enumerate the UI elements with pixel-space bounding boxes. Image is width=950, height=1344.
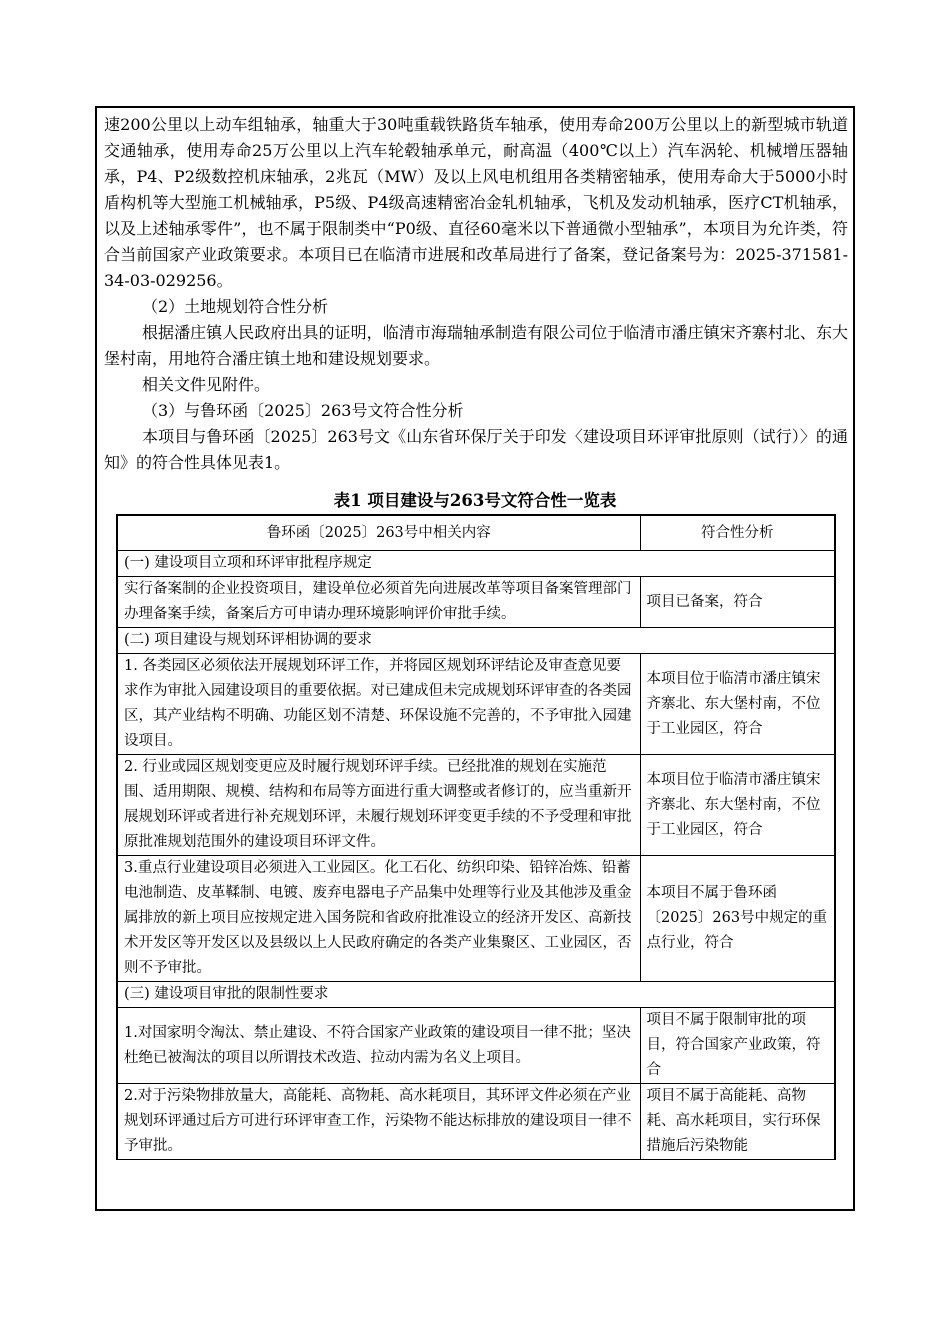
row-content: 2. 行业或园区规划变更应及时履行规划环评手续。已经批准的规划在实施范围、适用期限、规模、结构和布局等方面进行重大调整或者修订的，应当重新开展规划环评或者进行补充规划环评，未履行规划环评变更手续的不予受理和审批原批准规划范围外的建设项目环评文件。 [117,755,640,856]
row-analysis: 项目不属于限制审批的项目，符合国家产业政策，符合 [640,1008,835,1084]
table-row [117,577,835,628]
heading-263-analysis: （3）与鲁环函〔2025〕263号文符合性分析 [142,401,464,420]
table-row [117,755,835,856]
section-row [117,628,835,654]
table-row [117,1008,835,1084]
row-content: 2.对于污染物排放量大，高能耗、高物耗、高水耗项目，其环评文件必须在产业规划环评通过后方可进行环评审查工作，污染物不能达标排放的建设项目一律不予审批。 [117,1084,640,1160]
table-row [117,1084,835,1160]
row-analysis: 项目已备案，符合 [640,577,835,628]
header-content: 鲁环函〔2025〕263号中相关内容 [117,515,640,551]
section-heading: (一) 建设项目立项和环评审批程序规定 [117,551,835,577]
section-row [117,551,835,577]
row-analysis: 本项目位于临清市潘庄镇宋齐寨北、东大堡村南，不位于工业园区，符合 [640,755,835,856]
heading-land-planning: （2）土地规划符合性分析 [142,297,329,316]
row-content: 1.对国家明令淘汰、禁止建设、不符合国家产业政策的建设项目一律不批；坚决杜绝已被淘汰的项目以所谓技术改造、拉动内需为名义上项目。 [117,1008,640,1084]
row-analysis: 本项目不属于鲁环函〔2025〕263号中规定的重点行业，符合 [640,856,835,982]
row-content: 实行备案制的企业投资项目，建设单位必须首先向进展改革等项目备案管理部门办理备案手续，备案后方可申请办理环境影响评价审批手续。 [117,577,640,628]
table-title: 表1 项目建设与263号文符合性一览表 [333,491,617,510]
body-text [104,112,848,476]
section-heading: (三) 建设项目审批的限制性要求 [117,982,835,1008]
section-row [117,982,835,1008]
table-row [117,654,835,755]
header-analysis: 符合性分析 [640,515,835,551]
paragraph-land: 根据潘庄镇人民政府出具的证明，临清市海瑞轴承制造有限公司位于临清市潘庄镇宋齐寨村北、东大堡村南，用地符合潘庄镇土地和建设规划要求。 [104,323,848,368]
paragraph-policy: 速200公里以上动车组轴承，轴重大于30吨重载铁路货车轴承，使用寿命200万公里以上的新型城市轨道交通轴承，使用寿命25万公里以上汽车轮毂轴承单元，耐高温（400℃以上）汽车涡轮、机械增压器轴承，P4、P2级数控机床轴承，2兆瓦（MW）及以上风电机组用各类精密轴承，使用寿命大于5000小时盾构机等大型施工机械轴承，P5级、P4级高速精密冶金轧机轴承，飞机及发动机轴承，医疗CT机轴承，以及上述轴承零件”，也不属于限制类中“P0级、直径60毫米以下普通微小型轴承”，本项目为允许类，符合当前国家产业政策要求。本项目已在临清市进展和改革局进行了备案，登记备案号为：2025-371581-34-03-029256。 [104,115,848,290]
row-analysis: 项目不属于高能耗、高物耗、高水耗项目，实行环保措施后污染物能 [640,1084,835,1160]
compliance-table [116,514,836,1160]
row-content: 1. 各类园区必须依法开展规划环评工作，并将园区规划环评结论及审查意见要求作为审批入园建设项目的重要依据。对已建成但未完成规划环评审查的各类园区，其产业结构不明确、功能区划不清楚、环保设施不完善的，不予审批入园建设项目。 [117,654,640,755]
table-row [117,856,835,982]
section-heading: (二) 项目建设与规划环评相协调的要求 [117,628,835,654]
table-header-row [117,515,835,551]
row-content: 3.重点行业建设项目必须进入工业园区。化工石化、纺织印染、铅锌冶炼、铅蓄电池制造、皮革鞣制、电镀、废弃电器电子产品集中处理等行业及其他涉及重金属排放的新上项目应按规定进入国务院和省政府批准设立的经济开发区、高新技术开发区等开发区以及县级以上人民政府确定的各类产业集聚区、工业园区，否则不予审批。 [117,856,640,982]
paragraph-attachment: 相关文件见附件。 [142,375,271,394]
paragraph-263-intro: 本项目与鲁环函〔2025〕263号文《山东省环保厅关于印发〈建设项目环评审批原则（试行）〉的通知》的符合性具体见表1。 [104,427,848,472]
row-analysis: 本项目位于临清市潘庄镇宋齐寨北、东大堡村南，不位于工业园区，符合 [640,654,835,755]
